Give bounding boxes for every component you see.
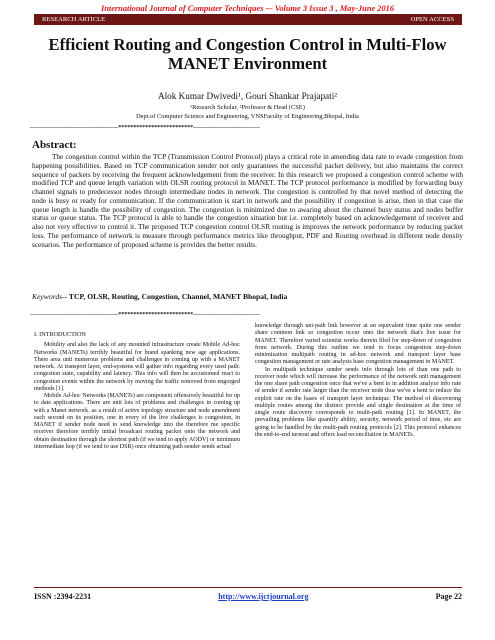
- issn-label: ISSN :2394-2231: [34, 592, 92, 601]
- abstract-heading: Abstract:: [32, 139, 77, 151]
- paragraph: knowledge through uni-path link however at an equivalent time quite one sender share common link so congestion occur onto the network that's live issue for MANET. Therefore varied scientist works therein filed for step-down of congestion from network. During this outline we tend to focus congestion step-down minimization multipath routing in ad-hoc network and transport layer base congestion management or rate analysis base congestion management in MANET.: [255, 323, 461, 366]
- right-column: [255, 323, 461, 439]
- separator-dashes: ---------------------------------------------: [30, 311, 119, 318]
- open-access-label: OPEN ACCESS: [410, 16, 454, 23]
- paragraph: In multipath technique sender sends info through lots of than one path to receiver node which will increase the performance of the network unit management the one share path congestion once that we've a bent to in addition analyze info rate of sender if sender rate larger than the receiver node thus we've a bent to reduce the exploit rate on the bases of transport layer technique. The method of discovering multiple routes among the distinct provide and single destination at the time of single route discovery corresponds to multi-path routing [1]. In MANET, the prevailing problems like quantify ability, security, network period of time, etc are going to be handled by the multi-path routing protocols [2]. This protocol enhances the end-to-end turnout and offers load reconciliation in MANETs.: [255, 366, 461, 438]
- separator-dashes: ----------------------------------: [193, 311, 260, 318]
- page-number: Page 22: [435, 592, 462, 601]
- paper-authors: Alok Kumar Dwivedi¹, Gouri Shankar Prajapati²: [157, 91, 337, 101]
- separator-stars: *************************: [118, 124, 194, 131]
- article-band: [34, 14, 462, 25]
- paragraph: Mobility and also the lack of any mounted infrastructure create Mobile Ad-hoc Networks (MANETs) terribly beautiful for brand spanking new age applications. There area unit numerous problems and challenges in coming up with a MANET network. At transport layer, end-systems will gather info regarding every used path: congestion state, capability and latency. This info will then be accustomed react to congestion events within the network by moving the traffic removed from engorged methods [1].: [34, 342, 240, 392]
- keywords-line: [32, 292, 463, 301]
- footer-divider: [34, 587, 462, 588]
- paragraph: Mobile Ad-hoc Networks (MANETs) are component offensively beautiful for up to date applications. There are unit lots of problems and challenges in coming up with a Manet network. as a result of active topology structure and node amendment each second on its position, one in every of the live challenges is congestion, in MANET if sender node need to send knowledge into the therefore me specific receiver therefore terribly initial broadcast routing packet onto the network and obtain destination through the shortest path (if we tend to apply AODV) or minimum intermediate hop (if we tend to use DSR) once obtaining path sender sends actual: [34, 393, 240, 450]
- journal-link[interactable]: http://www.ijctjournal.org: [218, 592, 309, 601]
- section-heading-introduction: I. INTRODUCTION: [34, 331, 86, 338]
- abstract-body: The congestion control within the TCP (Transmission Control Protocol) plays a critical role in amending data rate to evade congestion from happening possibilities. Based on TCP communication sender not only guarantees the successful packet delivery, but also maintains the correct sequence of packets by receiving the frequent acknowledgement from the receiver. In this research we proposed a congestion control scheme with modified TCP and queue length variation with OLSR routing protocol in MANET. The TCP protocol performance is modified by forwarding busy channel signals to predecessor nodes through intermediate nodes in network. The congestion is controlled by that novel method of detecting the node is busy or ready for communication. If the communication is start in network and the possibility if congestion is arise, then in that case the queue length is handle the possibility of congestion. The congestion is minimized due to awaring about the channel busy status and nodes buffer status or queue status. The TCP protocol is able to handle the congestion situation but i.e. completely based on acknowledgement of receiver and also not very effective to control it. The proposed TCP congestion control OLSR routing is improves the network performance by reducing packet loss. The performance of network is measure through performance metrics like throughput, PDF and Routing overhead in different node density scenarios. The performance of proposed scheme is provides the better results.: [32, 153, 463, 249]
- separator-top: [30, 124, 465, 132]
- page-footer: [34, 592, 462, 601]
- separator-mid: [30, 311, 465, 319]
- affiliation-dept: Dept.of Computer Science and Engineering, VNSFaculty of Engineering,Bhopal, India: [136, 113, 359, 120]
- keywords-label: Keywords--: [32, 292, 68, 301]
- keywords-values: TCP, OLSR, Routing, Congestion, Channel, MANET Bhopal, India: [67, 292, 288, 301]
- paper-title: Efficient Routing and Congestion Control in Multi-Flow MANET Environment: [48, 35, 447, 73]
- affiliation-roles: ¹Research Scholar, ²Professor & Head (CSE): [190, 104, 305, 111]
- separator-dashes: ---------------------------------------------: [30, 124, 119, 131]
- left-column: [34, 323, 240, 451]
- separator-dashes: ----------------------------------: [193, 124, 260, 131]
- research-article-label: RESEARCH ARTICLE: [42, 16, 106, 23]
- separator-stars: *************************: [118, 311, 194, 318]
- journal-header: International Journal of Computer Techniques -– Volume 3 Issue 3 , May-June 2016: [100, 4, 395, 13]
